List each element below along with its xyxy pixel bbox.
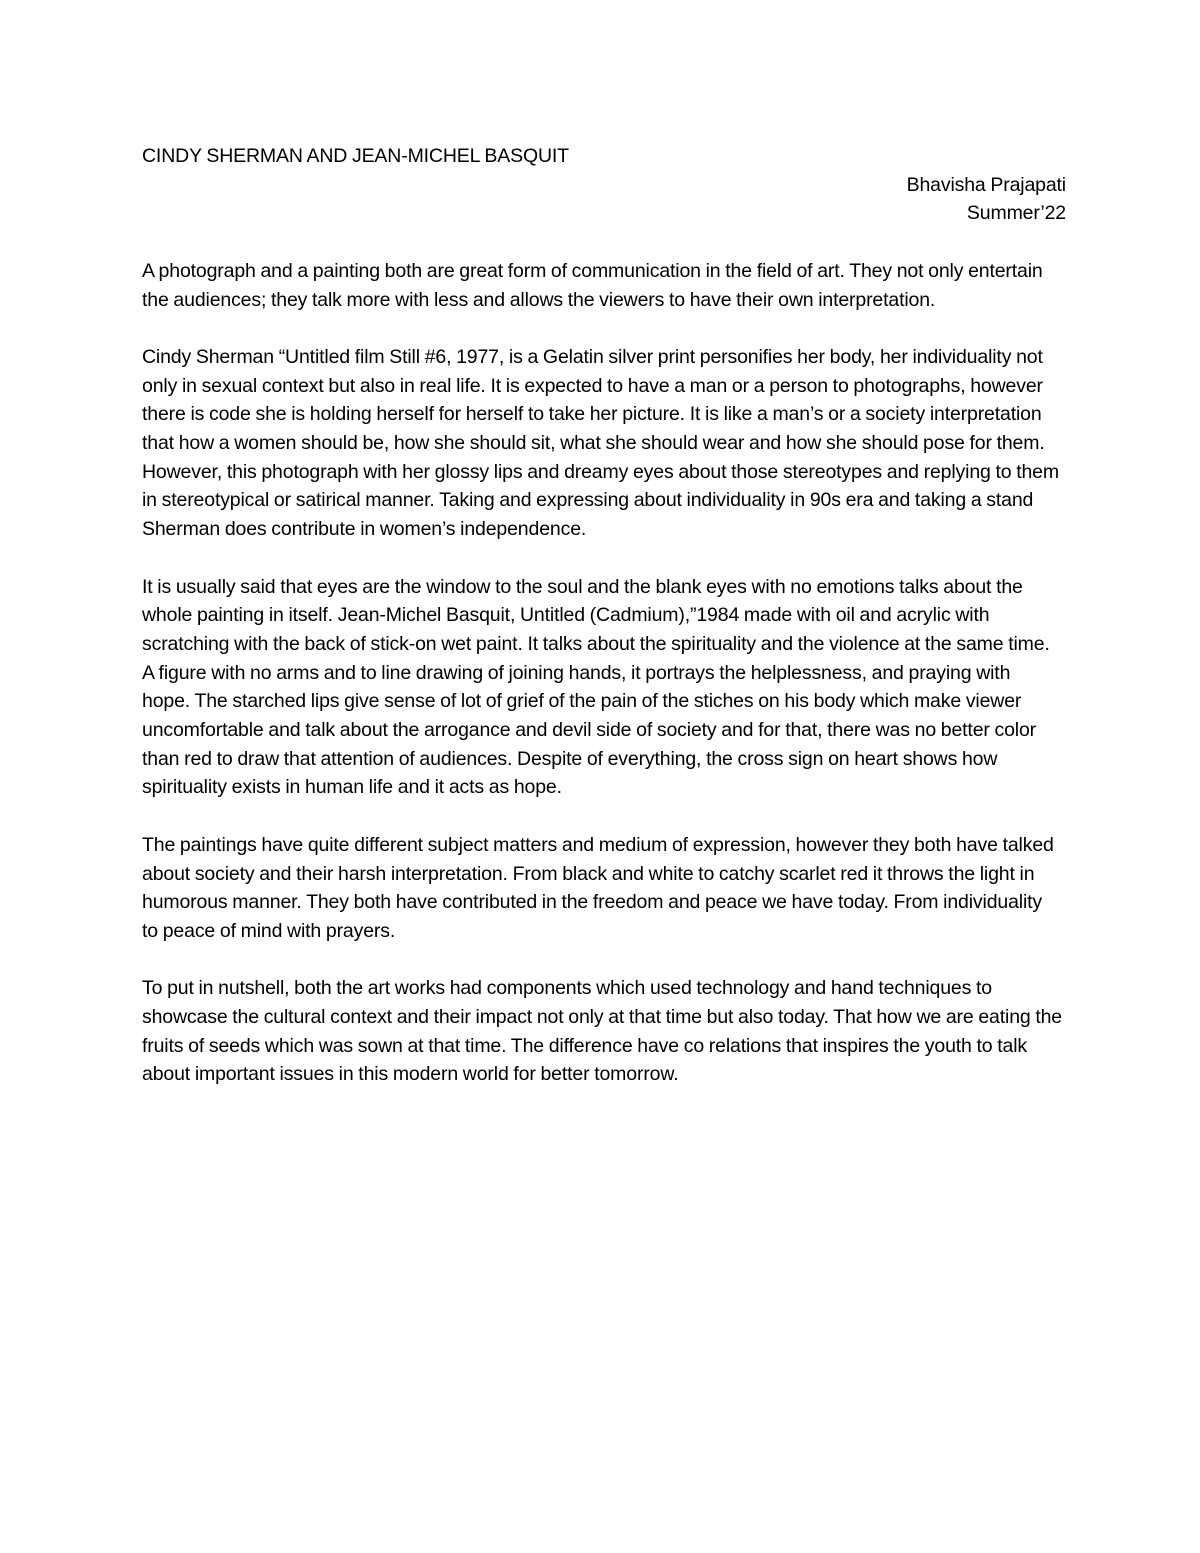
document-title: CINDY SHERMAN AND JEAN-MICHEL BASQUIT — [142, 145, 569, 167]
spacer — [142, 544, 1062, 573]
document-body — [142, 142, 1066, 1089]
author-name: Bhavisha Prajapati — [906, 173, 1066, 196]
term-label: Summer’22 — [966, 202, 1066, 225]
paragraph-basquit: It is usually said that eyes are the window to the soul and the blank eyes with no emotions talks about the whole painting in itself. Jean-Michel Basquit, Untitled (Cadmium),”1984 made with oil and acrylic with scratching with the back of stick-on wet paint. It talks about the spirituality and the violence at the same time. A figure with no arms and to line drawing of joining hands, it portrays the helplessness, and praying with hope. The starched lips give sense of lot of grief of the pain of the stiches on his body which make viewer uncomfortable and talk about the arrogance and devil side of society and for that, there was no better color than red to draw that attention of audiences. Despite of everything, the cross sign on heart shows how spirituality exists in human life and it acts as hope. — [142, 575, 1050, 799]
paragraph-comparison: The paintings have quite different subject matters and medium of expression, however they both have talked about society and their harsh interpretation. From black and white to catchy scarlet red it throws the light in humorous manner. They both have contributed in the freedom and peace we have today. From individuality to peace of mind with prayers. — [142, 833, 1054, 942]
paragraph-conclusion: To put in nutshell, both the art works had components which used technology and hand techniques to showcase the cultural context and their impact not only at that time but also today. That how we are eating the fruits of seeds which was sown at that time. The difference have co relations that inspires the youth to talk about important issues in this modern world for better tomorrow. — [142, 977, 1063, 1086]
paragraph-intro: A photograph and a painting both are great form of communication in the field of art. They not only entertain the audiences; they talk more with less and allows the viewers to have their own interpretation. — [142, 259, 1043, 311]
spacer — [142, 946, 1062, 975]
author-block — [142, 171, 1066, 228]
spacer — [142, 802, 1062, 831]
spacer — [142, 314, 1062, 343]
paragraph-sherman: Cindy Sherman “Untitled film Still #6, 1977, is a Gelatin silver print personifies her body, her individuality not only in sexual context but also in real life. It is expected to have a man or a person to photographs, however there is code she is holding herself for herself to take her picture. It is like a man’s or a society interpretation that how a women should be, how she should sit, what she should wear and how she should pose for them. However, this photograph with her glossy lips and dreamy eyes about those stereotypes and replying to them in stereotypical or satirical manner. Taking and expressing about individuality in 90s era and taking a stand Sherman does contribute in women’s independence. — [142, 345, 1059, 541]
spacer — [142, 228, 1062, 257]
